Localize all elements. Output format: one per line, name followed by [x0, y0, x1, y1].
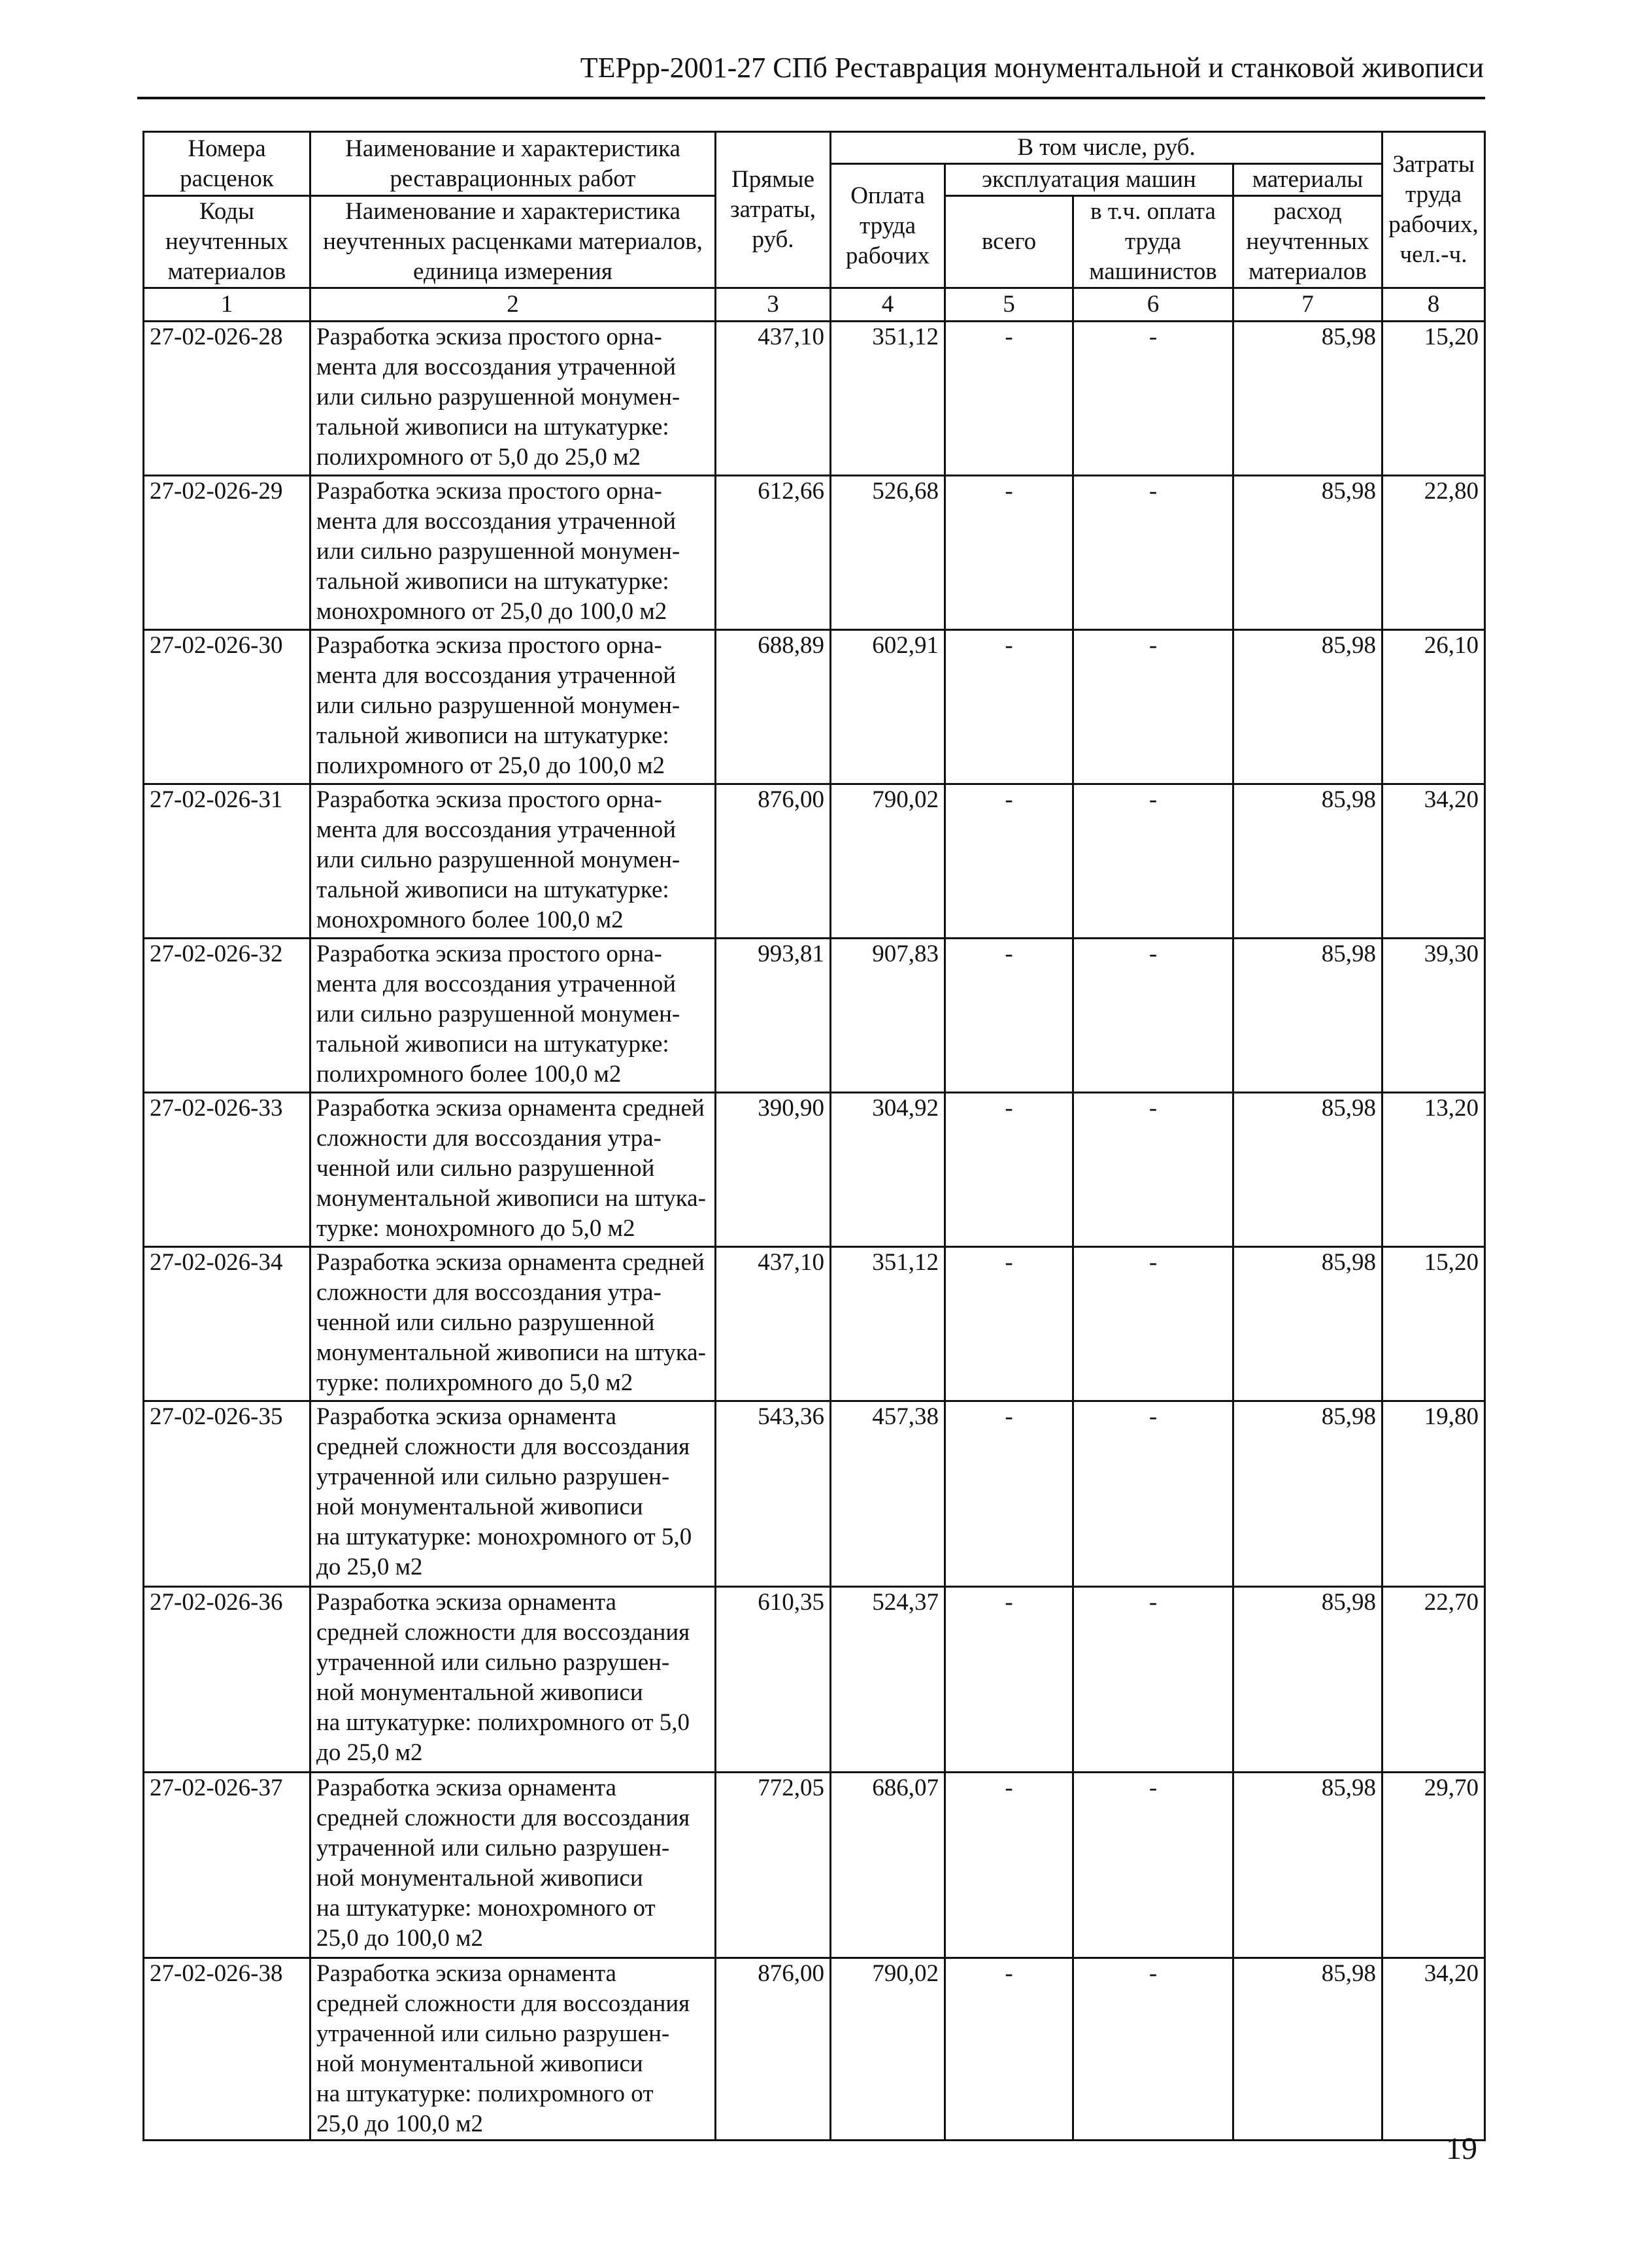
direct-costs: 612,66 — [716, 476, 831, 630]
column-number: 1 — [144, 288, 310, 322]
materials-cost: 85,98 — [1233, 322, 1382, 476]
header-unaccounted-materials: расход неучтенных материалов — [1233, 196, 1382, 288]
description-line: Разработка эскиза простого орна- — [316, 324, 662, 350]
description-line: сложности для воссоздания утра- — [316, 1125, 662, 1152]
labor-pay: 790,02 — [831, 784, 945, 939]
description-line: до 25,0 м2 — [316, 1554, 423, 1580]
rate-code: 27-02-026-36 — [144, 1587, 310, 1773]
description-line: тальной живописи на штукатурке: — [316, 1031, 669, 1058]
description-line: Разработка эскиза простого орна- — [316, 478, 662, 505]
header-including: В том числе, руб. — [831, 132, 1382, 164]
description-line: монохромного более 100,0 м2 — [316, 907, 624, 933]
header-rate-numbers: Номера расценок — [144, 132, 310, 196]
column-number: 8 — [1382, 288, 1485, 322]
table-row — [144, 784, 1485, 939]
description-line: монументальной живописи на штука- — [316, 1339, 706, 1366]
description-line: ной монументальной живописи — [316, 2050, 643, 2077]
labor-hours: 22,80 — [1382, 476, 1485, 630]
labor-hours: 22,70 — [1382, 1587, 1485, 1773]
machines-total: - — [945, 1093, 1073, 1247]
rate-code: 27-02-026-30 — [144, 630, 310, 784]
work-description — [310, 1401, 716, 1587]
description-line: мента для воссоздания утраченной — [316, 971, 677, 997]
column-number-row — [144, 288, 1485, 322]
rate-code: 27-02-026-31 — [144, 784, 310, 939]
header-material-codes: Коды неучтенных материалов — [144, 196, 310, 288]
direct-costs: 543,36 — [716, 1401, 831, 1587]
machine-operators-pay: - — [1073, 1773, 1233, 1958]
direct-costs: 688,89 — [716, 630, 831, 784]
description-line: до 25,0 м2 — [316, 1739, 423, 1766]
description-line: мента для воссоздания утраченной — [316, 816, 677, 843]
description-line: Разработка эскиза орнамента средней — [316, 1249, 705, 1276]
description-line: Разработка эскиза простого орна- — [316, 786, 662, 813]
materials-cost: 85,98 — [1233, 1587, 1382, 1773]
header-labor-costs: Затраты труда рабочих, чел.-ч. — [1382, 132, 1485, 288]
machine-operators-pay: - — [1073, 322, 1233, 476]
materials-cost: 85,98 — [1233, 1093, 1382, 1247]
machine-operators-pay: - — [1073, 1247, 1233, 1401]
description-line: Разработка эскиза орнамента средней — [316, 1095, 705, 1122]
table-row — [144, 939, 1485, 1093]
rate-code: 27-02-026-34 — [144, 1247, 310, 1401]
description-line: полихромного более 100,0 м2 — [316, 1061, 622, 1088]
labor-pay: 602,91 — [831, 630, 945, 784]
description-line: турке: полихромного до 5,0 м2 — [316, 1369, 633, 1396]
rates-table — [142, 131, 1486, 2141]
direct-costs: 772,05 — [716, 1773, 831, 1958]
description-line: мента для воссоздания утраченной — [316, 508, 677, 535]
description-line: мента для воссоздания утраченной — [316, 354, 677, 380]
description-line: полихромного от 25,0 до 100,0 м2 — [316, 752, 665, 779]
direct-costs: 876,00 — [716, 784, 831, 939]
description-line: Разработка эскиза простого орна- — [316, 632, 662, 659]
labor-hours: 19,80 — [1382, 1401, 1485, 1587]
labor-hours: 13,20 — [1382, 1093, 1485, 1247]
description-line: полихромного от 5,0 до 25,0 м2 — [316, 444, 641, 471]
labor-hours: 34,20 — [1382, 784, 1485, 939]
direct-costs: 876,00 — [716, 1958, 831, 2141]
machines-total: - — [945, 784, 1073, 939]
table-row — [144, 322, 1485, 476]
machine-operators-pay: - — [1073, 1587, 1233, 1773]
header-material-name: Наименование и характеристика неучтенных расценками материалов, единица измерения — [310, 196, 716, 288]
materials-cost: 85,98 — [1233, 1401, 1382, 1587]
work-description — [310, 1587, 716, 1773]
description-line: Разработка эскиза орнамента — [316, 1775, 616, 1801]
labor-hours: 15,20 — [1382, 322, 1485, 476]
labor-hours: 15,20 — [1382, 1247, 1485, 1401]
direct-costs: 610,35 — [716, 1587, 831, 1773]
description-line: мента для воссоздания утраченной — [316, 662, 677, 689]
column-number: 3 — [716, 288, 831, 322]
machines-total: - — [945, 1247, 1073, 1401]
description-line: Разработка эскиза орнамента — [316, 1589, 616, 1616]
header-work-name: Наименование и характеристика реставрационных работ — [310, 132, 716, 196]
labor-hours: 39,30 — [1382, 939, 1485, 1093]
column-number: 6 — [1073, 288, 1233, 322]
description-line: или сильно разрушенной монумен- — [316, 384, 680, 410]
table-row — [144, 1587, 1485, 1773]
machines-total: - — [945, 939, 1073, 1093]
work-description — [310, 322, 716, 476]
description-line: монохромного от 25,0 до 100,0 м2 — [316, 598, 667, 625]
description-line: ченной или сильно разрушенной — [316, 1309, 655, 1336]
table-row — [144, 1247, 1485, 1401]
direct-costs: 437,10 — [716, 1247, 831, 1401]
rate-code: 27-02-026-35 — [144, 1401, 310, 1587]
page-header-title: ТЕРрр-2001-27 СПб Реставрация монументальной и станковой живописи — [580, 52, 1484, 84]
column-number: 7 — [1233, 288, 1382, 322]
direct-costs: 437,10 — [716, 322, 831, 476]
description-line: утраченной или сильно разрушен- — [316, 1649, 670, 1676]
materials-cost: 85,98 — [1233, 1247, 1382, 1401]
rate-code: 27-02-026-29 — [144, 476, 310, 630]
direct-costs: 390,90 — [716, 1093, 831, 1247]
table-row — [144, 1093, 1485, 1247]
labor-pay: 524,37 — [831, 1587, 945, 1773]
machine-operators-pay: - — [1073, 1401, 1233, 1587]
description-line: на штукатурке: полихромного от — [316, 2080, 654, 2107]
description-line: на штукатурке: монохромного от — [316, 1895, 656, 1922]
work-description — [310, 630, 716, 784]
labor-hours: 34,20 — [1382, 1958, 1485, 2141]
machine-operators-pay: - — [1073, 630, 1233, 784]
work-description — [310, 1093, 716, 1247]
machines-total: - — [945, 630, 1073, 784]
machines-total: - — [945, 322, 1073, 476]
labor-pay: 351,12 — [831, 1247, 945, 1401]
materials-cost: 85,98 — [1233, 1958, 1382, 2141]
labor-pay: 790,02 — [831, 1958, 945, 2141]
machines-total: - — [945, 1587, 1073, 1773]
description-line: ной монументальной живописи — [316, 1493, 643, 1520]
description-line: или сильно разрушенной монумен- — [316, 1001, 680, 1027]
description-line: сложности для воссоздания утра- — [316, 1279, 662, 1306]
rate-code: 27-02-026-38 — [144, 1958, 310, 2141]
table-row — [144, 1958, 1485, 2141]
header-materials: материалы — [1233, 164, 1382, 196]
description-line: тальной живописи на штукатурке: — [316, 568, 669, 595]
table-row — [144, 1773, 1485, 1958]
work-description — [310, 1247, 716, 1401]
labor-pay: 686,07 — [831, 1773, 945, 1958]
machine-operators-pay: - — [1073, 1958, 1233, 2141]
description-line: на штукатурке: монохромного от 5,0 — [316, 1524, 692, 1550]
work-description — [310, 784, 716, 939]
column-number: 4 — [831, 288, 945, 322]
rate-code: 27-02-026-33 — [144, 1093, 310, 1247]
description-line: Разработка эскиза простого орна- — [316, 941, 662, 967]
work-description — [310, 1958, 716, 2141]
machine-operators-pay: - — [1073, 476, 1233, 630]
materials-cost: 85,98 — [1233, 1773, 1382, 1958]
description-line: 25,0 до 100,0 м2 — [316, 2110, 483, 2137]
materials-cost: 85,98 — [1233, 476, 1382, 630]
description-line: или сильно разрушенной монумен- — [316, 538, 680, 565]
labor-pay: 457,38 — [831, 1401, 945, 1587]
materials-cost: 85,98 — [1233, 939, 1382, 1093]
table-header — [144, 132, 1485, 322]
labor-pay: 351,12 — [831, 322, 945, 476]
description-line: монументальной живописи на штука- — [316, 1185, 706, 1212]
materials-cost: 85,98 — [1233, 630, 1382, 784]
description-line: утраченной или сильно разрушен- — [316, 2020, 670, 2047]
description-line: или сильно разрушенной монумен- — [316, 846, 680, 873]
machine-operators-pay: - — [1073, 784, 1233, 939]
header-direct-costs: Прямые затраты, руб. — [716, 132, 831, 288]
machines-total: - — [945, 1773, 1073, 1958]
rate-code: 27-02-026-37 — [144, 1773, 310, 1958]
table-row — [144, 476, 1485, 630]
labor-pay: 907,83 — [831, 939, 945, 1093]
table-row — [144, 630, 1485, 784]
page-number: 19 — [1446, 2131, 1477, 2166]
description-line: Разработка эскиза орнамента — [316, 1960, 616, 1987]
description-line: утраченной или сильно разрушен- — [316, 1463, 670, 1490]
column-number: 5 — [945, 288, 1073, 322]
description-line: на штукатурке: полихромного от 5,0 — [316, 1709, 690, 1736]
description-line: ной монументальной живописи — [316, 1679, 643, 1706]
description-line: утраченной или сильно разрушен- — [316, 1835, 670, 1861]
column-number: 2 — [310, 288, 716, 322]
description-line: или сильно разрушенной монумен- — [316, 692, 680, 719]
table-body — [144, 322, 1485, 2141]
work-description — [310, 476, 716, 630]
machines-total: - — [945, 1401, 1073, 1587]
header-labor-pay: Оплата труда рабочих — [831, 164, 945, 288]
header-machines: эксплуатация машин — [945, 164, 1233, 196]
labor-pay: 526,68 — [831, 476, 945, 630]
header-machines-total: всего — [945, 196, 1073, 288]
labor-pay: 304,92 — [831, 1093, 945, 1247]
description-line: средней сложности для воссоздания — [316, 1619, 690, 1646]
description-line: Разработка эскиза орнамента — [316, 1403, 616, 1430]
description-line: тальной живописи на штукатурке: — [316, 414, 669, 441]
machines-total: - — [945, 1958, 1073, 2141]
description-line: средней сложности для воссоздания — [316, 1990, 690, 2017]
materials-cost: 85,98 — [1233, 784, 1382, 939]
work-description — [310, 939, 716, 1093]
header-machine-operators-pay: в т.ч. оплата труда машинистов — [1073, 196, 1233, 288]
description-line: ченной или сильно разрушенной — [316, 1155, 655, 1182]
direct-costs: 993,81 — [716, 939, 831, 1093]
labor-hours: 29,70 — [1382, 1773, 1485, 1958]
description-line: 25,0 до 100,0 м2 — [316, 1925, 483, 1952]
description-line: турке: монохромного до 5,0 м2 — [316, 1215, 635, 1242]
description-line: ной монументальной живописи — [316, 1865, 643, 1892]
machine-operators-pay: - — [1073, 939, 1233, 1093]
rate-code: 27-02-026-32 — [144, 939, 310, 1093]
header-rule — [137, 97, 1485, 99]
machines-total: - — [945, 476, 1073, 630]
rate-code: 27-02-026-28 — [144, 322, 310, 476]
table-row — [144, 1401, 1485, 1587]
description-line: средней сложности для воссоздания — [316, 1433, 690, 1460]
description-line: тальной живописи на штукатурке: — [316, 722, 669, 749]
description-line: средней сложности для воссоздания — [316, 1805, 690, 1831]
machine-operators-pay: - — [1073, 1093, 1233, 1247]
description-line: тальной живописи на штукатурке: — [316, 876, 669, 903]
work-description — [310, 1773, 716, 1958]
labor-hours: 26,10 — [1382, 630, 1485, 784]
